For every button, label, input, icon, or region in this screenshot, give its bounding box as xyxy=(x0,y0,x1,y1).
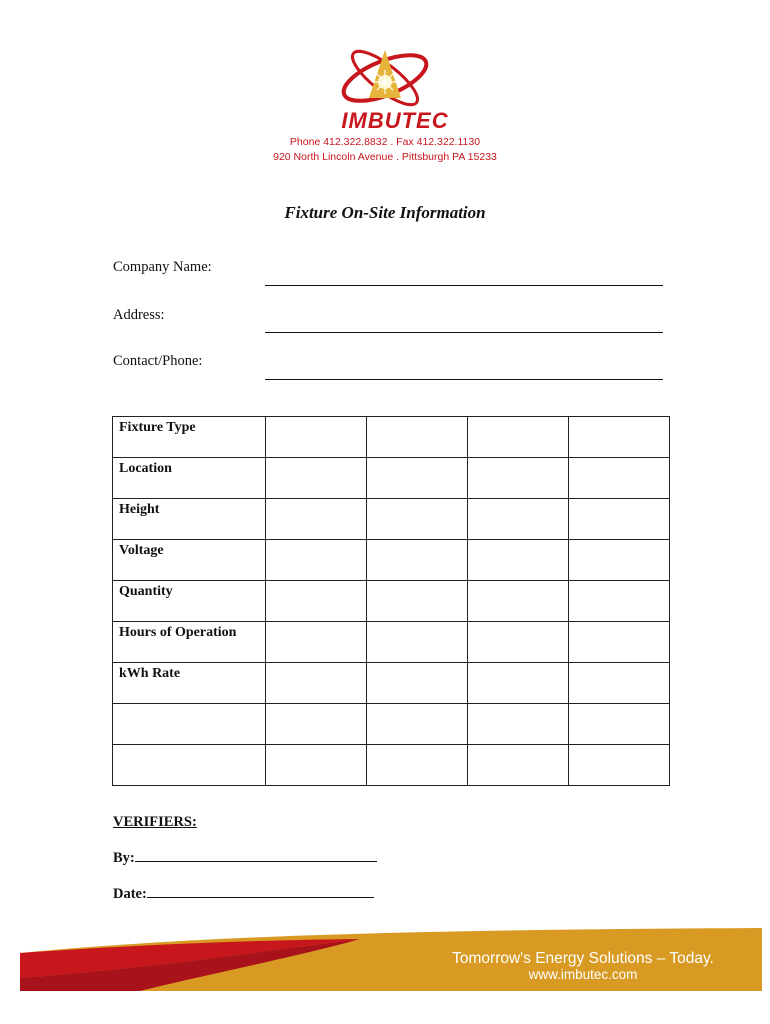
entry-cell[interactable] xyxy=(266,581,367,622)
entry-cell[interactable] xyxy=(468,540,569,581)
brand-name: IMBUTEC xyxy=(341,108,449,133)
entry-cell[interactable] xyxy=(468,745,569,786)
entry-cell[interactable] xyxy=(569,458,670,499)
entry-cell[interactable] xyxy=(569,581,670,622)
entry-cell[interactable] xyxy=(367,540,468,581)
entry-cell[interactable] xyxy=(266,745,367,786)
phone-fax-line: Phone 412.322.8832 . Fax 412.322.1130 xyxy=(289,136,481,148)
entry-cell[interactable] xyxy=(266,540,367,581)
form-title: Fixture On-Site Information xyxy=(284,203,486,222)
entry-cell[interactable] xyxy=(569,704,670,745)
contact-phone-label: Contact/Phone: xyxy=(113,353,203,369)
row-label: Hours of Operation xyxy=(113,622,266,663)
verifiers-heading: VERIFIERS: xyxy=(113,814,197,830)
row-label xyxy=(113,745,266,786)
entry-cell[interactable] xyxy=(367,622,468,663)
footer-tagline: Tomorrow's Energy Solutions – Today. xyxy=(452,950,714,967)
company-name-label: Company Name: xyxy=(113,259,212,275)
table-row xyxy=(113,499,670,540)
entry-cell[interactable] xyxy=(367,704,468,745)
entry-cell[interactable] xyxy=(569,663,670,704)
by-label: By: xyxy=(113,850,135,866)
entry-cell[interactable] xyxy=(569,417,670,458)
entry-cell[interactable] xyxy=(367,417,468,458)
address-line: 920 North Lincoln Avenue . Pittsburgh PA 15233 xyxy=(273,151,497,163)
entry-cell[interactable] xyxy=(569,499,670,540)
table-row xyxy=(113,458,670,499)
entry-cell[interactable] xyxy=(266,663,367,704)
entry-cell[interactable] xyxy=(266,499,367,540)
address-label: Address: xyxy=(113,307,165,323)
entry-cell[interactable] xyxy=(266,622,367,663)
entry-cell[interactable] xyxy=(266,417,367,458)
table-row xyxy=(113,704,670,745)
entry-cell[interactable] xyxy=(569,540,670,581)
date-row xyxy=(113,885,374,903)
entry-cell[interactable] xyxy=(468,704,569,745)
footer-website: www.imbutec.com xyxy=(528,967,638,982)
entry-cell[interactable] xyxy=(468,417,569,458)
entry-cell[interactable] xyxy=(569,622,670,663)
by-signature-field[interactable] xyxy=(135,849,377,862)
entry-cell[interactable] xyxy=(569,745,670,786)
entry-cell[interactable] xyxy=(468,458,569,499)
entry-cell[interactable] xyxy=(367,581,468,622)
row-label: Fixture Type xyxy=(113,417,266,458)
table-row xyxy=(113,540,670,581)
entry-cell[interactable] xyxy=(468,499,569,540)
entry-cell[interactable] xyxy=(266,704,367,745)
table-row xyxy=(113,417,670,458)
entry-cell[interactable] xyxy=(468,663,569,704)
entry-cell[interactable] xyxy=(468,622,569,663)
address-field[interactable] xyxy=(265,332,663,333)
date-label: Date: xyxy=(113,886,147,902)
table-row xyxy=(113,581,670,622)
date-field[interactable] xyxy=(147,885,374,898)
row-label: kWh Rate xyxy=(113,663,266,704)
row-label xyxy=(113,704,266,745)
row-label: Height xyxy=(113,499,266,540)
row-label: Voltage xyxy=(113,540,266,581)
table-row xyxy=(113,663,670,704)
table-row xyxy=(113,745,670,786)
entry-cell[interactable] xyxy=(266,458,367,499)
row-label: Location xyxy=(113,458,266,499)
table-row xyxy=(113,622,670,663)
row-label: Quantity xyxy=(113,581,266,622)
entry-cell[interactable] xyxy=(367,499,468,540)
fixture-table xyxy=(112,416,670,786)
entry-cell[interactable] xyxy=(367,458,468,499)
entry-cell[interactable] xyxy=(367,745,468,786)
company-name-field[interactable] xyxy=(265,285,663,286)
entry-cell[interactable] xyxy=(468,581,569,622)
contact-phone-field[interactable] xyxy=(265,379,663,380)
by-row xyxy=(113,849,377,867)
entry-cell[interactable] xyxy=(367,663,468,704)
